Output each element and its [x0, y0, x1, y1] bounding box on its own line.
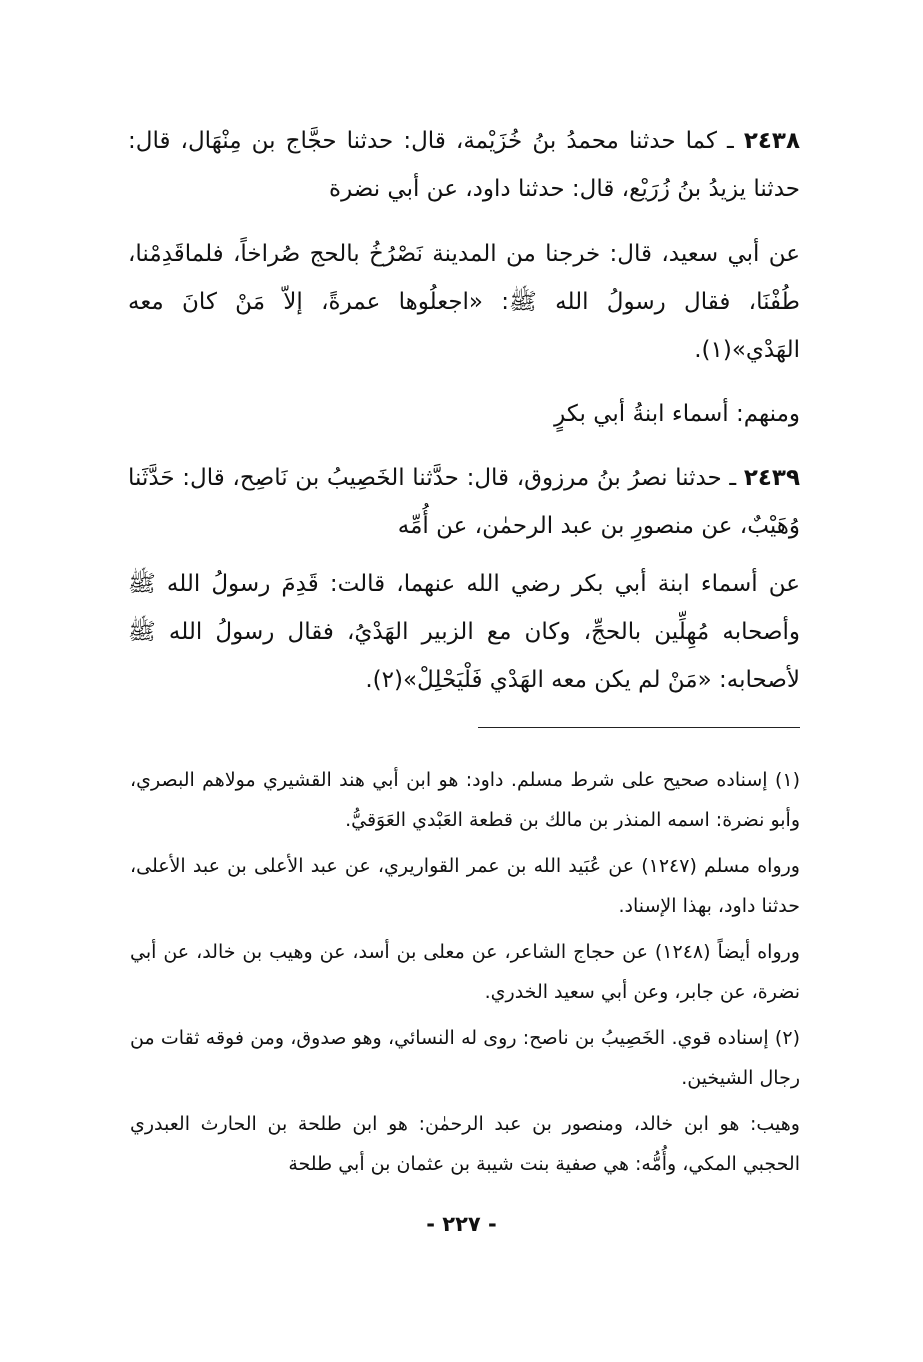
- hadith-2438: [128, 117, 800, 213]
- section-heading: ومنهم: أسماء ابنةُ أبي بكرٍ: [554, 401, 800, 427]
- page-number: - ٢٢٧ -: [426, 1212, 497, 1236]
- hadith-matn-2438: عن أبي سعيد، قال: خرجنا من المدينة نَصْرُخُ بالحج صُراخاً، فلماقَدِمْنا، طُفْنَا، فقال رسولُ الله ﷺ: «اجعلُوها عمرةً، إلاّ مَنْ كانَ معه الهَدْي»(١).: [128, 241, 800, 363]
- footnote-1: (١) إسناده صحيح على شرط مسلم. داود: هو ابن أبي هند القشيري مولاهم البصري، وأبو نضرة: اسمه المنذر بن مالك بن قطعة العَبْدي العَوَقيُّ.: [130, 769, 800, 831]
- hadith-number: ٢٤٣٨: [743, 128, 800, 154]
- hadith-number: ٢٤٣٩: [743, 465, 800, 491]
- footnote-1-cont-1: ورواه مسلم (١٢٤٧) عن عُبَيد الله بن عمر القواريري، عن عبد الأعلى بن عبد الأعلى، حدثنا داود، بهذا الإسناد.: [130, 855, 800, 917]
- hadith-isnad: ـ كما حدثنا محمدُ بنُ خُزَيْمة، قال: حدثنا حجَّاج بن مِنْهَال، قال: حدثنا يزيدُ بنُ زُرَيْع، قال: حدثنا داود، عن أبي نضرة: [128, 128, 800, 202]
- hadith-isnad: ـ حدثنا نصرُ بنُ مرزوق، قال: حدَّثنا الخَصِيبُ بن نَاصِح، قال: حَدَّثَنا وُهَيْبٌ، عن منصورِ بن عبد الرحمٰن، عن أُمِّه: [128, 465, 800, 539]
- footnote-separator: [478, 727, 800, 728]
- footnote-1-cont-2: ورواه أيضاً (١٢٤٨) عن حجاج الشاعر، عن معلى بن أسد، عن وهيب بن خالد، عن أبي نضرة، عن جابر، وعن أبي سعيد الخدري.: [130, 941, 800, 1003]
- footnote-2: (٢) إسناده قوي. الخَصِيبُ بن ناصح: روى له النسائي، وهو صدوق، ومن فوقه ثقات من رجال الشيخين.: [130, 1027, 800, 1089]
- hadith-matn-2439: عن أسماء ابنة أبي بكر رضي الله عنهما، قالت: قَدِمَ رسولُ الله ﷺ وأصحابه مُهِلِّين بالحجِّ، وكان مع الزبير الهَدْيُ، فقال رسولُ الله ﷺ لأصحابه: «مَنْ لم يكن معه الهَدْي فَلْيَحْلِلْ»(٢).: [128, 571, 800, 693]
- footnote-2-cont: وهيب: هو ابن خالد، ومنصور بن عبد الرحمٰن: هو ابن طلحة بن الحارث العبدري الحجبي المكي، وأُمُّه: هي صفية بنت شيبة بن عثمان بن أبي طلحة: [130, 1113, 800, 1175]
- hadith-2439: [128, 454, 800, 550]
